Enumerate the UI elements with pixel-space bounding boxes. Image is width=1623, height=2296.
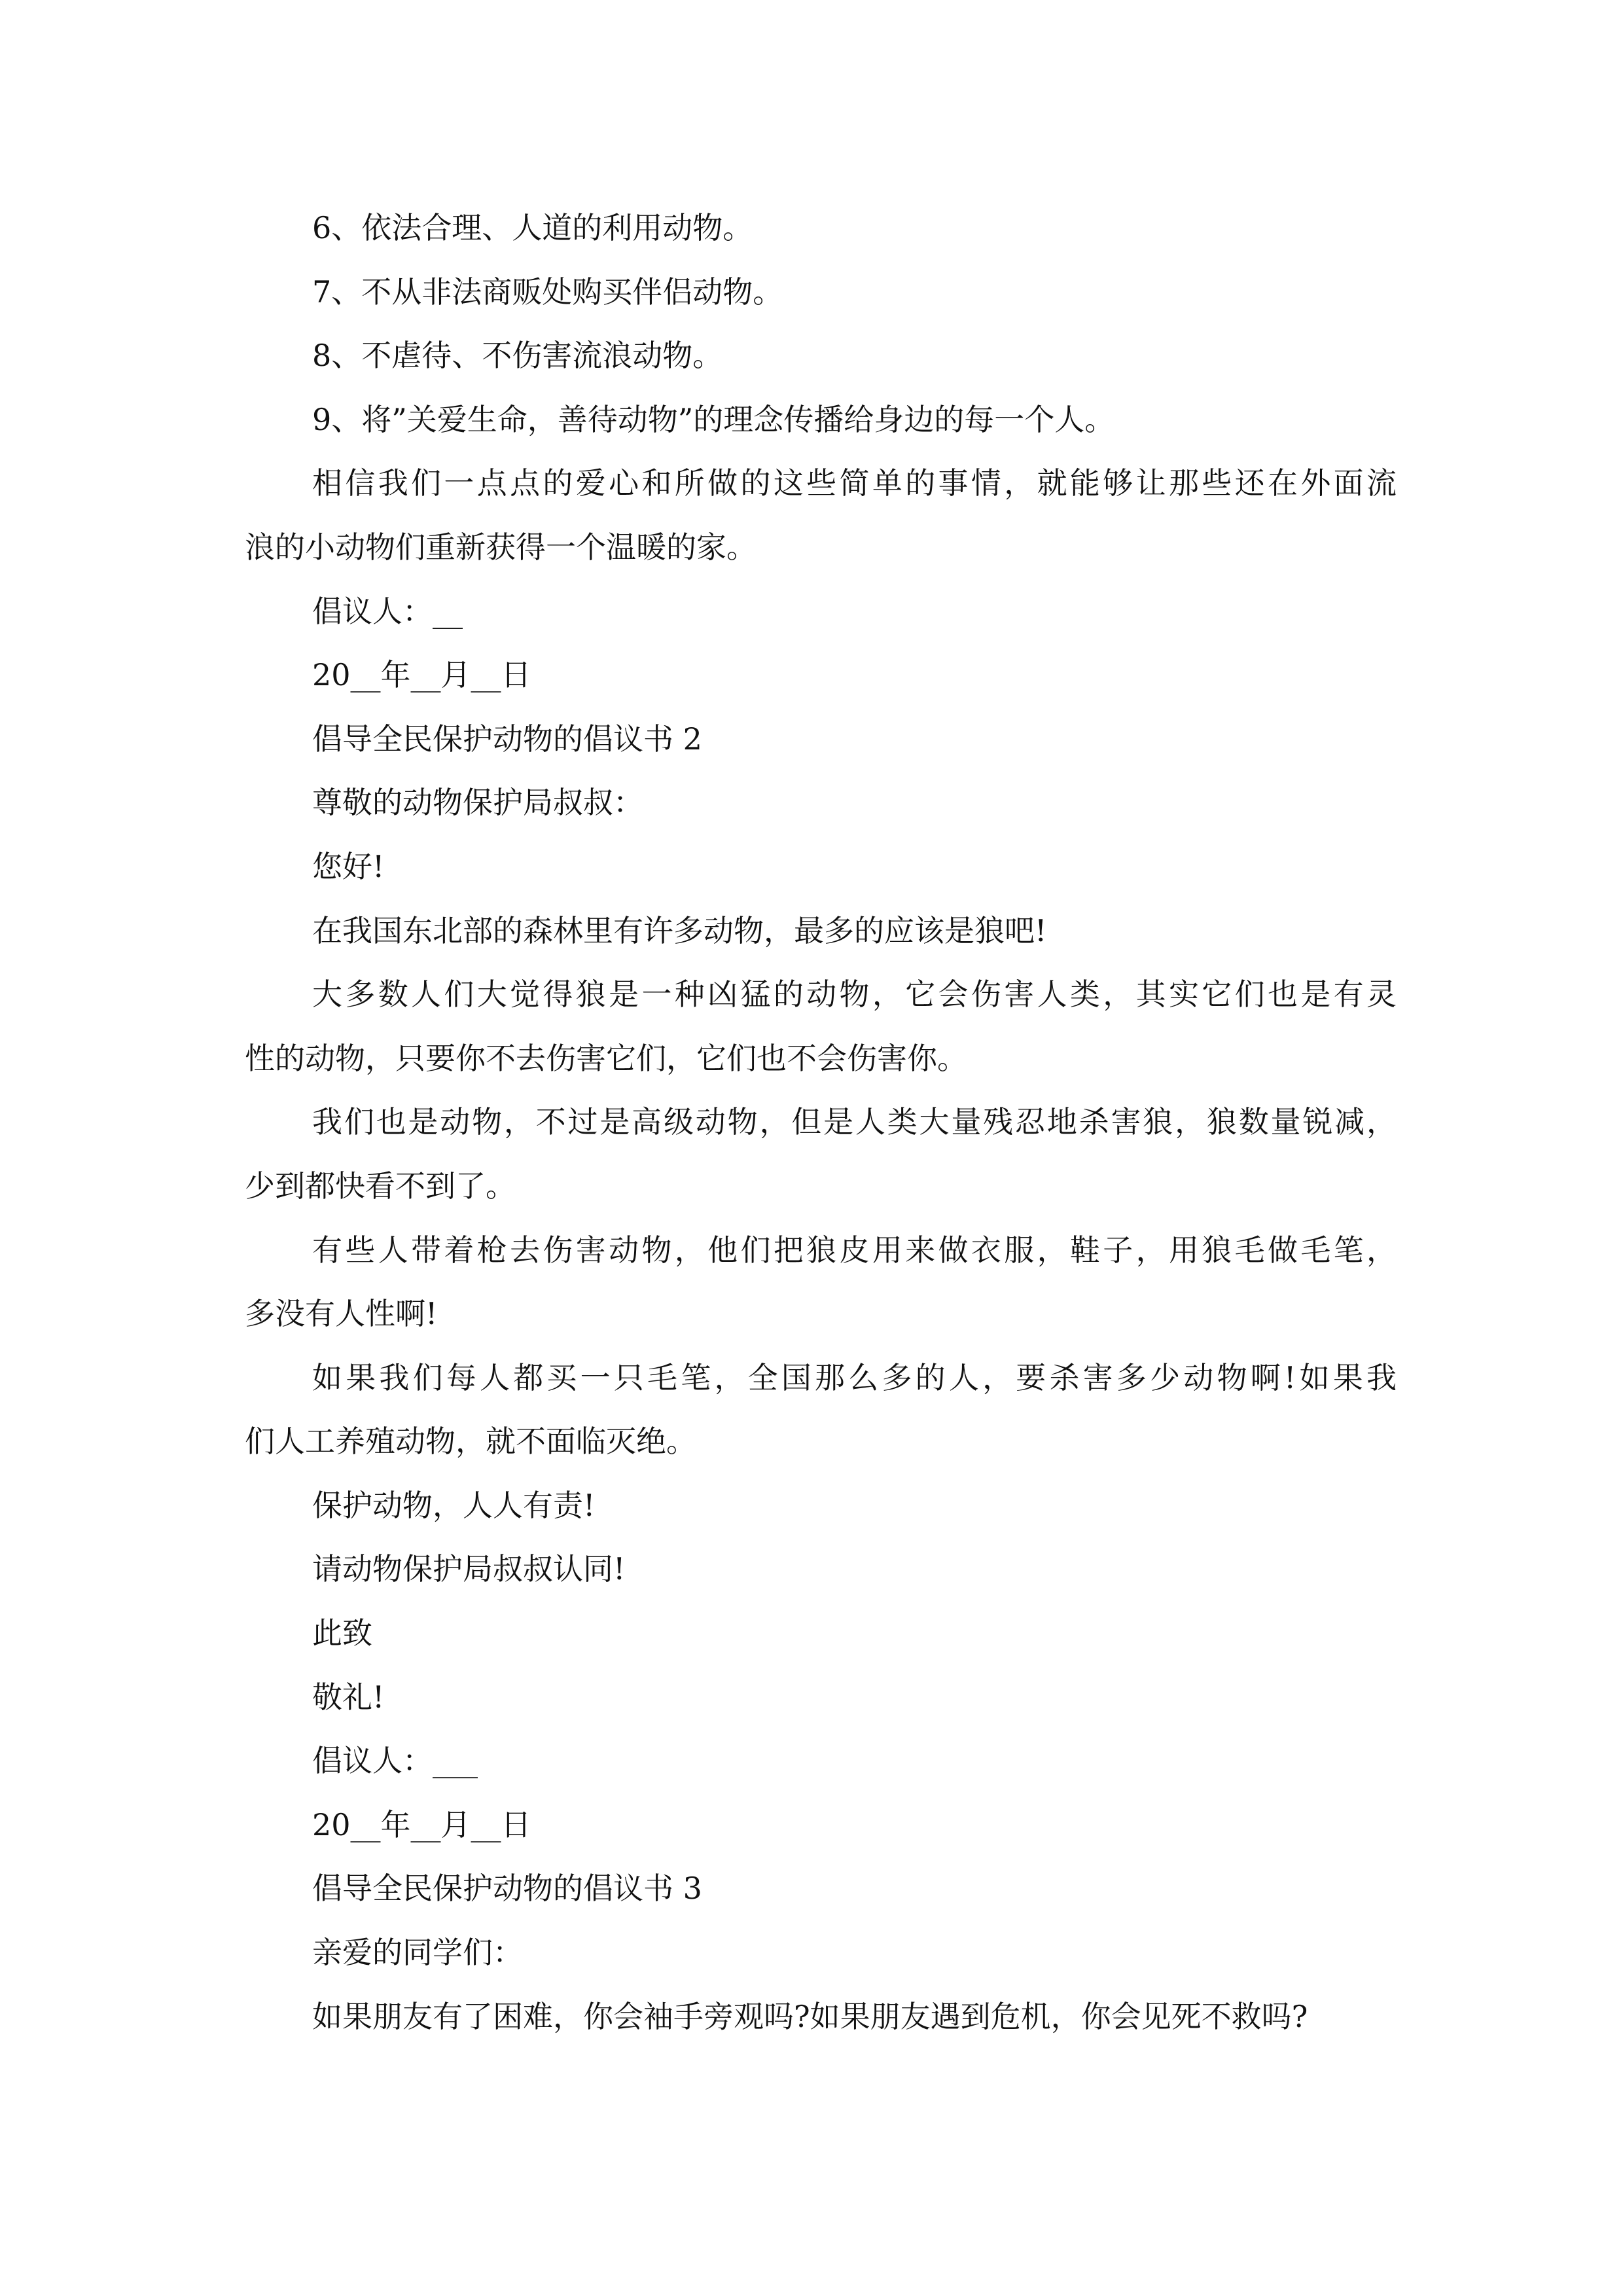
- paragraph-line: 如果我们每人都买一只毛笔，全国那么多的人，要杀害多少动物啊!如果我: [312, 1359, 1397, 1395]
- paragraph-line: 浪的小动物们重新获得一个温暖的家。: [245, 529, 757, 565]
- paragraph-line: 性的动物，只要你不去伤害它们，它们也不会伤害你。: [245, 1040, 967, 1076]
- paragraph-line: 7、不从非法商贩处购买伴侣动物。: [312, 274, 783, 310]
- paragraph-line: 有些人带着枪去伤害动物，他们把狼皮用来做衣服，鞋子，用狼毛做毛笔，: [312, 1232, 1397, 1268]
- document-body: [245, 196, 1397, 2049]
- paragraph-line: 少到都快看不到了。: [245, 1168, 516, 1204]
- closing-line: 敬礼!: [312, 1679, 385, 1715]
- salutation: 尊敬的动物保护局叔叔：: [312, 785, 643, 821]
- date-line: 20__年__月__日: [312, 657, 531, 693]
- signature-line: 倡议人：__: [312, 593, 463, 629]
- paragraph-line: 在我国东北部的森林里有许多动物，最多的应该是狼吧!: [312, 912, 1047, 948]
- paragraph-line: 保护动物，人人有责!: [312, 1487, 596, 1523]
- section-title: 倡导全民保护动物的倡议书 3: [312, 1871, 702, 1907]
- paragraph-line: 相信我们一点点的爱心和所做的这些简单的事情，就能够让那些还在外面流: [312, 465, 1397, 501]
- paragraph-line: 6、依法合理、人道的利用动物。: [312, 210, 753, 245]
- paragraph-line: 大多数人们大觉得狼是一种凶猛的动物，它会伤害人类，其实它们也是有灵: [312, 977, 1397, 1013]
- closing-line: 此致: [312, 1615, 372, 1651]
- paragraph-line: 们人工养殖动物，就不面临灭绝。: [245, 1424, 696, 1460]
- paragraph-line: 9、将”关爱生命，善待动物”的理念传播给身边的每一个人。: [312, 401, 1115, 437]
- date-line: 20__年__月__日: [312, 1806, 531, 1842]
- paragraph-line: 我们也是动物，不过是高级动物，但是人类大量残忍地杀害狼，狼数量锐减，: [312, 1104, 1397, 1140]
- signature-line: 倡议人：___: [312, 1743, 478, 1779]
- salutation: 亲爱的同学们：: [312, 1935, 523, 1971]
- section-title: 倡导全民保护动物的倡议书 2: [312, 721, 702, 757]
- paragraph-line: 8、不虐待、不伤害流浪动物。: [312, 338, 723, 374]
- paragraph-line: 多没有人性啊!: [245, 1296, 438, 1332]
- paragraph-line: 请动物保护局叔叔认同!: [312, 1551, 626, 1587]
- greeting: 您好!: [312, 848, 385, 884]
- paragraph-line: 如果朋友有了困难，你会袖手旁观吗?如果朋友遇到危机，你会见死不救吗?: [312, 1998, 1308, 2034]
